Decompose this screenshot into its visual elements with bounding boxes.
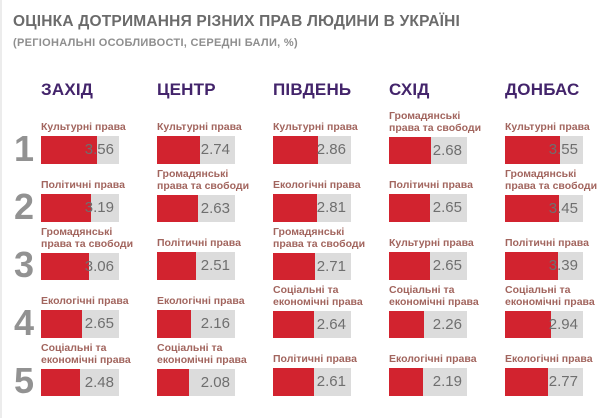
bar-fill	[41, 310, 82, 338]
right-category-label: Екологічні права	[389, 353, 477, 365]
bar-cell	[157, 168, 273, 226]
bar-track	[389, 137, 467, 164]
bar-cell	[157, 284, 273, 342]
bar-cell	[389, 110, 505, 168]
bar-value: 2.77	[548, 373, 578, 390]
bar-cell	[157, 342, 273, 400]
right-category-label: Екологічні права	[273, 179, 361, 191]
right-category-label: Політичні права	[505, 237, 589, 249]
right-category-label: Культурні права	[157, 121, 242, 133]
bar-value: 2.68	[432, 142, 462, 159]
bar-value: 2.26	[432, 316, 462, 333]
grid-corner-spacer	[7, 76, 41, 110]
right-category-label: Політичні права	[157, 237, 241, 249]
bar-cell	[41, 168, 157, 226]
bar-cell	[41, 284, 157, 342]
right-category-label: Соціальні та економічні права	[41, 342, 131, 366]
bar-value: 2.64	[316, 316, 346, 333]
bar-track	[157, 369, 235, 396]
row-rank: 3	[13, 244, 35, 285]
right-category-label: Громадянські права та свободи	[41, 226, 134, 250]
bar-track	[505, 368, 583, 396]
bar-cell	[505, 284, 600, 342]
right-category-label: Громадянські права та свободи	[389, 110, 482, 134]
right-category-label: Соціальні та економічні права	[505, 284, 595, 308]
bar-fill	[389, 311, 424, 338]
bar-track	[505, 136, 583, 164]
bar-track	[157, 195, 235, 222]
bar-fill	[389, 368, 423, 396]
bar-fill	[157, 195, 198, 222]
right-category-label: Культурні права	[41, 121, 126, 133]
right-category-label: Політичні права	[41, 179, 125, 191]
bar-cell	[41, 226, 157, 284]
bar-track	[505, 195, 583, 222]
bar-cell	[273, 110, 389, 168]
bar-fill	[41, 369, 80, 396]
bar-track	[389, 194, 467, 222]
bar-cell	[505, 168, 600, 226]
bar-value: 2.19	[432, 373, 462, 390]
right-category-label: Політичні права	[273, 353, 357, 365]
chart-header	[2, 0, 600, 49]
bar-value: 2.51	[200, 257, 230, 274]
chart-subtitle: (РЕГІОНАЛЬНІ ОСОБЛИВОСТІ, СЕРЕДНІ БАЛИ, %)	[13, 37, 298, 49]
right-category-label: Екологічні права	[41, 295, 129, 307]
bar-value: 3.55	[548, 141, 578, 158]
bar-cell	[505, 342, 600, 400]
bar-value: 2.94	[548, 316, 578, 333]
bar-track	[41, 369, 119, 396]
bar-track	[273, 136, 351, 164]
bar-cell	[273, 284, 389, 342]
bar-track	[157, 252, 235, 280]
bar-track	[389, 311, 467, 338]
right-category-label: Культурні права	[505, 121, 590, 133]
bar-fill	[273, 253, 315, 280]
bar-value: 2.86	[316, 141, 346, 158]
chart-title: ОЦІНКА ДОТРИМАННЯ РІЗНИХ ПРАВ ЛЮДИНИ В УКРАЇНІ	[13, 13, 461, 30]
bar-cell	[389, 284, 505, 342]
bar-value: 3.39	[548, 257, 578, 274]
region-header-tsentr: ЦЕНТР	[157, 80, 216, 99]
bar-track	[505, 252, 583, 280]
bar-cell	[273, 168, 389, 226]
bar-fill	[157, 369, 189, 396]
row-rank: 5	[13, 360, 35, 401]
region-header-skhid: СХІД	[389, 80, 430, 99]
bar-value: 2.65	[84, 315, 114, 332]
bar-fill	[389, 252, 430, 280]
bar-fill	[273, 194, 317, 222]
bar-fill	[389, 194, 430, 222]
region-header-donbas: ДОНБАС	[505, 80, 580, 99]
right-category-label: Екологічні права	[505, 353, 593, 365]
right-category-label: Культурні права	[273, 121, 358, 133]
bar-track	[273, 253, 351, 280]
bar-cell	[505, 226, 600, 284]
bar-fill	[157, 136, 200, 164]
region-header-pivden: ПІВДЕНЬ	[273, 80, 352, 99]
bar-track	[41, 253, 119, 280]
region-header-zakhid: ЗАХІД	[41, 80, 94, 99]
bar-value: 2.81	[316, 199, 346, 216]
bar-track	[389, 368, 467, 396]
bar-value: 2.61	[316, 373, 346, 390]
bar-cell	[157, 226, 273, 284]
bar-value: 2.74	[200, 141, 230, 158]
right-category-label: Соціальні та економічні права	[389, 284, 479, 308]
bar-value: 2.63	[200, 200, 230, 217]
bar-track	[273, 368, 351, 396]
row-rank: 4	[13, 302, 35, 343]
bar-value: 2.65	[432, 257, 462, 274]
bar-cell	[41, 110, 157, 168]
bar-track	[157, 136, 235, 164]
right-category-label: Культурні права	[389, 237, 474, 249]
right-category-label: Соціальні та економічні права	[273, 284, 363, 308]
bar-fill	[157, 310, 191, 338]
right-category-label: Громадянські права та свободи	[505, 168, 598, 192]
bar-fill	[273, 368, 314, 396]
bar-cell	[505, 110, 600, 168]
bar-fill	[505, 368, 548, 396]
bar-cell	[389, 342, 505, 400]
bar-value: 3.56	[84, 141, 114, 158]
bar-cell	[389, 226, 505, 284]
bar-fill	[157, 252, 196, 280]
right-category-label: Громадянські права та свободи	[157, 168, 250, 192]
bar-value: 3.19	[84, 199, 114, 216]
bar-track	[273, 194, 351, 222]
bar-value: 2.71	[316, 258, 346, 275]
bar-value: 2.16	[200, 315, 230, 332]
bar-track	[505, 311, 583, 338]
row-rank: 2	[13, 186, 35, 227]
bar-fill	[41, 194, 91, 222]
right-category-label: Громадянські права та свободи	[273, 226, 366, 250]
bar-track	[41, 310, 119, 338]
bar-fill	[273, 311, 314, 338]
bar-cell	[273, 342, 389, 400]
bar-value: 2.65	[432, 199, 462, 216]
bar-fill	[273, 136, 318, 164]
bar-fill	[505, 311, 551, 338]
bar-value: 2.48	[84, 374, 114, 391]
row-rank: 1	[13, 128, 35, 169]
bar-cell	[389, 168, 505, 226]
bar-fill	[389, 137, 431, 164]
bar-fill	[41, 253, 89, 280]
right-category-label: Соціальні та економічні права	[157, 342, 247, 366]
bar-cell	[157, 110, 273, 168]
bar-track	[389, 252, 467, 280]
bar-track	[157, 310, 235, 338]
bar-track	[273, 311, 351, 338]
bar-cell	[273, 226, 389, 284]
bar-value: 3.45	[548, 200, 578, 217]
bar-track	[41, 194, 119, 222]
chart-grid	[7, 76, 600, 400]
bar-value: 3.06	[84, 258, 114, 275]
bar-track	[41, 136, 119, 164]
right-category-label: Екологічні права	[157, 295, 245, 307]
bar-cell	[41, 342, 157, 400]
right-category-label: Політичні права	[389, 179, 473, 191]
bar-value: 2.08	[200, 374, 230, 391]
